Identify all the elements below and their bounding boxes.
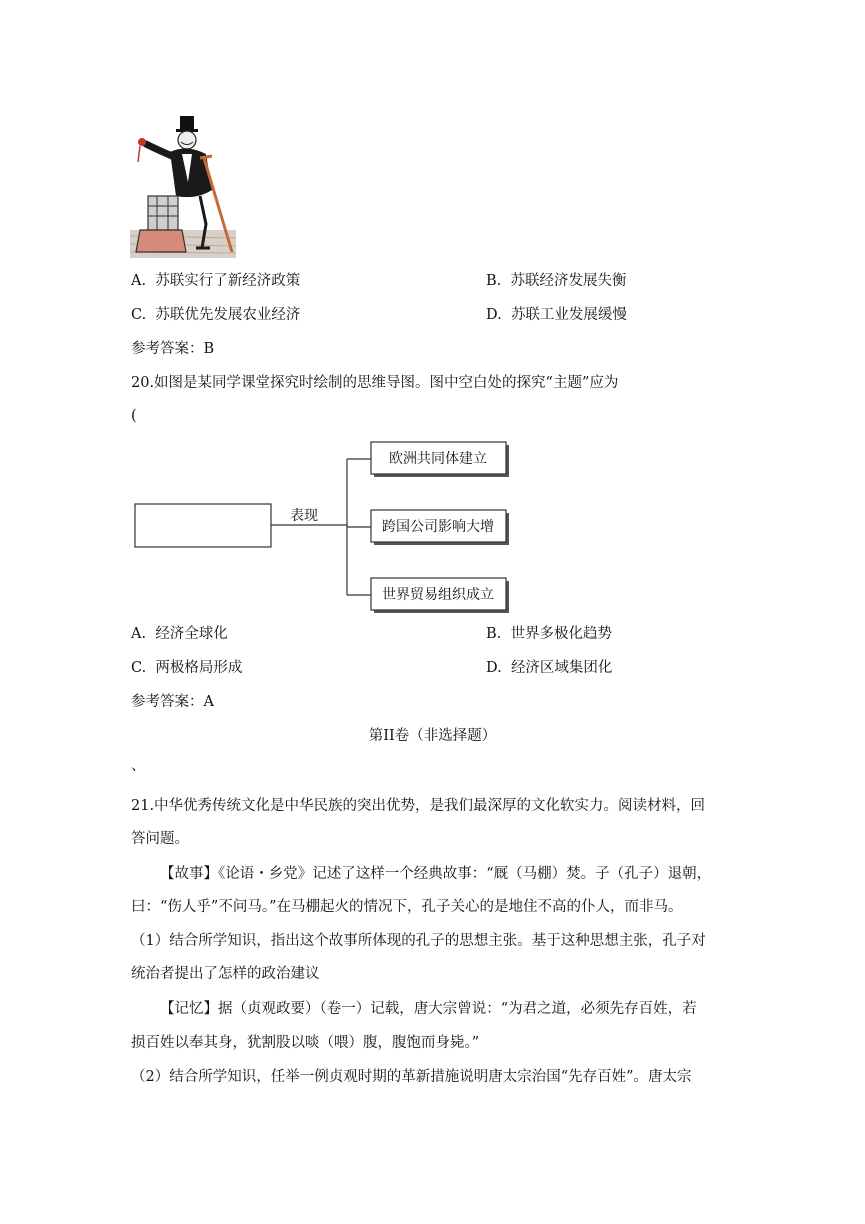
story-line-1: 【故事】《论语・乡党》记述了这样一个经典故事：“厩（马棚）焚。子（孔子）退朝， bbox=[160, 866, 712, 882]
mind-map-diagram bbox=[128, 434, 518, 616]
question-20-paren: ( bbox=[131, 408, 137, 424]
story-line-2: 曰：“伤人乎”不问马。”在马棚起火的情况下，孔子关心的是地住不高的仆人，而非马。 bbox=[131, 899, 683, 915]
stray-mark: 、 bbox=[131, 758, 146, 774]
option-b: B. 苏联经济发展失衡 bbox=[486, 273, 627, 289]
q20-option-a: A. 经济全球化 bbox=[131, 626, 228, 642]
q20-option-c: C. 两极格局形成 bbox=[131, 660, 243, 676]
subquestion-1-line-2: 统治者提出了怎样的政治建议 bbox=[131, 966, 320, 982]
question-21-stem-2: 答问题。 bbox=[131, 831, 189, 847]
cartoon-illustration bbox=[130, 112, 236, 258]
memory-line-1: 【记忆】据（贞观政要）（卷一）记载，唐大宗曾说：“为君之道，必须先存百姓，若 bbox=[160, 1001, 697, 1017]
memory-line-2: 损百姓以奉其身，犹割股以啖（喂）腹，腹饱而身毙。” bbox=[131, 1035, 480, 1051]
q20-option-b: B. 世界多极化趋势 bbox=[486, 626, 612, 642]
branch-label-3: 世界贸易组织成立 bbox=[382, 587, 494, 603]
section-title: 第II卷（非选择题） bbox=[368, 728, 497, 744]
option-d: D. 苏联工业发展缓慢 bbox=[486, 307, 627, 323]
branch-label-2: 跨国公司影响大增 bbox=[382, 519, 494, 535]
blank-topic-box bbox=[135, 504, 271, 547]
center-label: 表现 bbox=[290, 508, 318, 524]
question-20-stem: 20.如图是某同学课堂探究时绘制的思维导图。图中空白处的探究“主题”应为 bbox=[131, 375, 619, 391]
answer-q20: 参考答案：A bbox=[131, 694, 214, 710]
subquestion-1-line-1: （1）结合所学知识，指出这个故事所体现的孔子的思想主张。基于这种思想主张，孔子对 bbox=[131, 933, 706, 949]
option-a: A. 苏联实行了新经济政策 bbox=[131, 273, 301, 289]
q20-option-d: D. 经济区域集团化 bbox=[486, 660, 613, 676]
subquestion-2-line-1: （2）结合所学知识，任举一例贞观时期的革新措施说明唐太宗治国“先存百姓”。唐太宗 bbox=[131, 1069, 692, 1085]
branch-label-1: 欧洲共同体建立 bbox=[389, 451, 487, 467]
answer-q19: 参考答案：B bbox=[131, 341, 215, 357]
question-21-stem-1: 21.中华优秀传统文化是中华民族的突出优势，是我们最深厚的文化软实力。阅读材料，回 bbox=[131, 798, 706, 814]
option-c: C. 苏联优先发展农业经济 bbox=[131, 307, 301, 323]
